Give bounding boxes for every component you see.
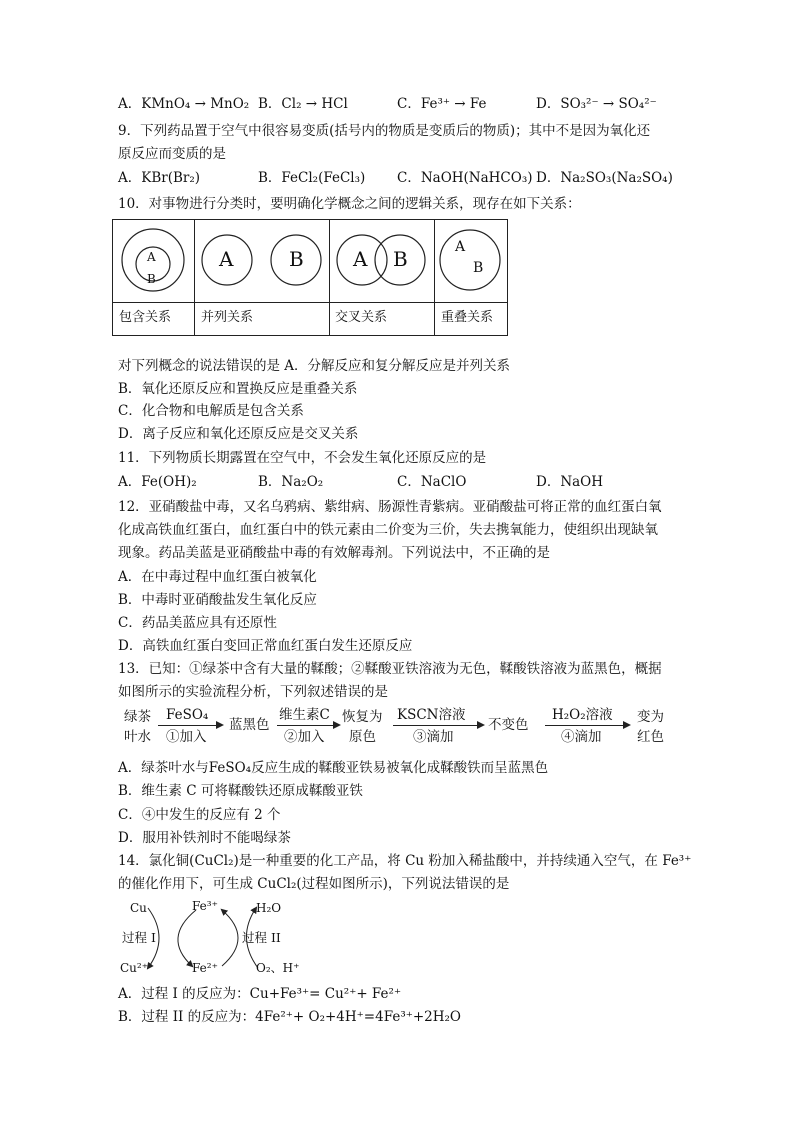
flow-step5-top: 变为 <box>637 709 664 725</box>
q9-stem-line1: 9．下列药品置于空气中很容易变质(括号内的物质是变质后的物质)；其中不是因为氧化还 <box>118 123 651 139</box>
overlap-letter-a: A <box>455 239 466 255</box>
parallel-label: 并列关系 <box>201 310 254 325</box>
cycle-cu2plus: Cu²⁺ <box>120 961 149 975</box>
q8-option-d: D．SO₃²⁻ → SO₄²⁻ <box>536 96 657 112</box>
q12-stem-line3: 现象。药品美蓝是亚硝酸盐中毒的有效解毒剂。下列说法中，不正确的是 <box>118 545 550 561</box>
q9-stem-line2: 原反应而变质的是 <box>118 146 226 162</box>
cycle-cu: Cu <box>130 901 147 915</box>
q12-option-b: B．中毒时亚硝酸盐发生氧化反应 <box>118 592 317 608</box>
q10-option-d: D．离子反应和氧化还原反应是交叉关系 <box>118 426 359 442</box>
cycle-process2-label: 过程 II <box>242 930 281 945</box>
flow-step1-bottom: 叶水 <box>124 729 151 745</box>
q9-option-d: D．Na₂SO₃(Na₂SO₄) <box>536 170 673 186</box>
overlap-letter-b: B <box>473 260 484 276</box>
inclusion-label: 包含关系 <box>119 310 172 325</box>
overlap-label: 重叠关系 <box>441 310 494 325</box>
q13-option-c: C．④中发生的反应有 2 个 <box>118 807 281 823</box>
q13-option-b: B．维生素 C 可将鞣酸铁还原成鞣酸亚铁 <box>118 783 363 799</box>
q11-option-c: C．NaClO <box>397 474 467 490</box>
flow-arrow4-reagent: H₂O₂溶液 <box>552 707 613 723</box>
q14-cycle-diagram <box>118 896 308 980</box>
q12-option-c: C．药品美蓝应具有还原性 <box>118 615 277 631</box>
q13-stem-line2: 如图所示的实验流程分析，下列叙述错误的是 <box>118 684 388 700</box>
flow-arrow1-head-icon <box>216 721 224 729</box>
q9-option-c: C．NaOH(NaHCO₃) <box>397 170 533 186</box>
relation-diagram-table <box>112 219 508 336</box>
flow-arrow2-line <box>277 725 335 726</box>
flow-step4: 不变色 <box>488 717 529 733</box>
q12-option-d: D．高铁血红蛋白变回正常血红蛋白发生还原反应 <box>118 638 413 654</box>
q10-stem: 10．对事物进行分类时，要明确化学概念之间的逻辑关系，现存在如下关系： <box>118 196 581 212</box>
q12-stem-line1: 12．亚硝酸盐中毒，又名乌鸦病、紫绀病、肠源性青紫病。亚硝酸盐可将正常的血红蛋白氧 <box>118 499 662 515</box>
flow-arrow4-line <box>545 725 625 726</box>
inclusion-letter-b: B <box>147 272 156 286</box>
intersect-letter-a: A <box>353 247 368 271</box>
flow-arrow3-line <box>393 725 479 726</box>
q8-option-c: C．Fe³⁺ → Fe <box>397 96 487 112</box>
parallel-letter-a: A <box>219 247 234 271</box>
q11-option-b: B．Na₂O₂ <box>258 474 324 490</box>
q13-option-d: D．服用补铁剂时不能喝绿茶 <box>118 830 291 846</box>
flow-step5-bottom: 红色 <box>637 729 664 745</box>
flow-arrow1-action: ①加入 <box>166 729 207 745</box>
q8-option-b: B．Cl₂ → HCl <box>258 96 348 112</box>
q14-stem-line2: 的催化作用下，可生成 CuCl₂(过程如图所示)，下列说法错误的是 <box>118 876 510 892</box>
flow-arrow4-head-icon <box>623 721 631 729</box>
flow-arrow2-head-icon <box>333 721 341 729</box>
q11-option-a: A．Fe(OH)₂ <box>118 474 197 490</box>
q11-option-d: D．NaOH <box>536 474 604 490</box>
q14-stem-line1: 14．氯化铜(CuCl₂)是一种重要的化工产品，将 Cu 粉加入稀盐酸中，并持续通入空气，在 Fe³⁺ <box>118 853 692 869</box>
q8-option-a: A．KMnO₄ → MnO₂ <box>118 96 250 112</box>
flow-arrow2-reagent: 维生素C <box>279 707 330 723</box>
intersect-label: 交叉关系 <box>335 310 388 325</box>
q10-question-line: 对下列概念的说法错误的是 A．分解反应和复分解反应是并列关系 <box>118 358 511 374</box>
cycle-process1-label: 过程 I <box>122 930 156 945</box>
q10-option-c: C．化合物和电解质是包含关系 <box>118 403 304 419</box>
flow-arrow2-action: ②加入 <box>284 729 325 745</box>
flow-arrow3-reagent: KSCN溶液 <box>397 707 466 723</box>
cycle-o2-hplus: O₂、H⁺ <box>256 961 300 975</box>
q11-stem: 11．下列物质长期露置在空气中，不会发生氧化还原反应的是 <box>118 450 487 466</box>
q14-option-b: B．过程 II 的反应为：4Fe²⁺+ O₂+4H⁺=4Fe³⁺+2H₂O <box>118 1009 462 1025</box>
inclusion-letter-a: A <box>147 250 156 264</box>
q12-option-a: A．在中毒过程中血红蛋白被氧化 <box>118 569 317 585</box>
flow-arrow1-reagent: FeSO₄ <box>166 707 209 723</box>
parallel-letter-b: B <box>289 247 304 271</box>
q9-option-b: B．FeCl₂(FeCl₃) <box>258 170 366 186</box>
flow-step3-bottom: 原色 <box>349 729 376 745</box>
cycle-fe2plus: Fe²⁺ <box>192 961 218 975</box>
intersect-letter-b: B <box>393 247 408 271</box>
flow-arrow3-head-icon <box>477 721 485 729</box>
flow-step3-top: 恢复为 <box>342 709 383 725</box>
cycle-h2o: H₂O <box>256 901 282 915</box>
q13-stem-line1: 13．已知：①绿茶中含有大量的鞣酸；②鞣酸亚铁溶液为无色，鞣酸铁溶液为蓝黑色，概据 <box>118 661 662 677</box>
flow-arrow4-action: ④滴加 <box>561 729 602 745</box>
q12-stem-line2: 化成高铁血红蛋白，血红蛋白中的铁元素由二价变为三价，失去携氧能力，使组织出现缺氧 <box>118 522 658 538</box>
flow-arrow1-line <box>158 725 218 726</box>
flow-arrow3-action: ③滴加 <box>413 729 454 745</box>
q14-option-a: A．过程 I 的反应为：Cu+Fe³⁺= Cu²⁺+ Fe²⁺ <box>118 986 402 1002</box>
q9-option-a: A．KBr(Br₂) <box>118 170 201 186</box>
q13-option-a: A．绿茶叶水与FeSO₄反应生成的鞣酸亚铁易被氧化成鞣酸铁而呈蓝黑色 <box>118 760 549 776</box>
flow-step1-top: 绿茶 <box>124 709 151 725</box>
relation-circles <box>113 220 507 302</box>
cycle-fe3plus: Fe³⁺ <box>192 899 218 913</box>
flow-step2: 蓝黑色 <box>229 717 270 733</box>
q10-option-b: B．氧化还原反应和置换反应是重叠关系 <box>118 381 358 397</box>
overlap-circle <box>440 230 500 290</box>
